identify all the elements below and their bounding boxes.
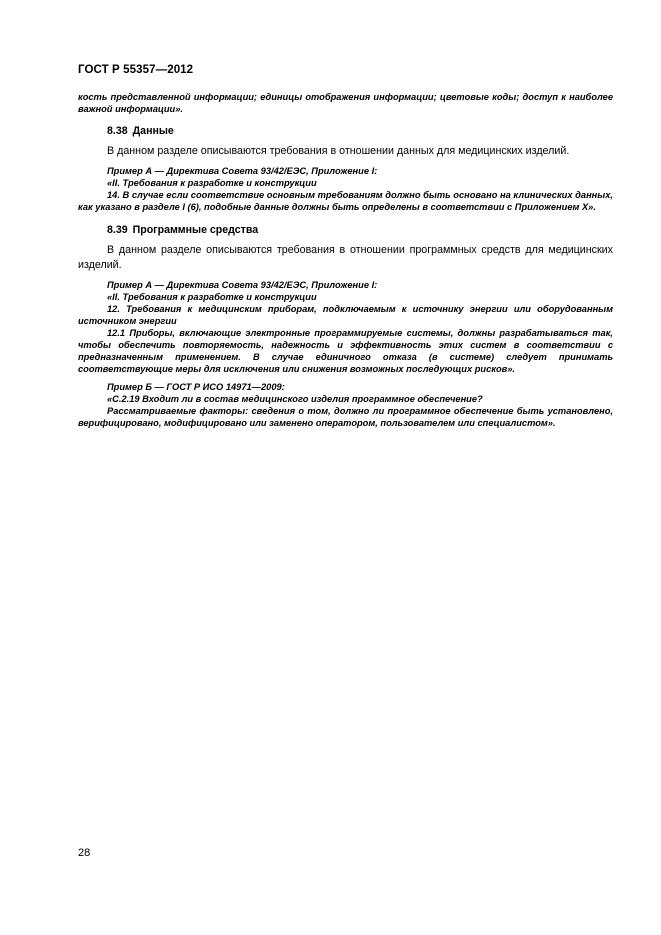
section-839-example-a-item-12: 12. Требования к медицинским приборам, подключаемым к источнику энергии или оборудованным источником энергии <box>78 304 613 326</box>
page-number: 28 <box>78 847 91 859</box>
section-839-example-a-title: Пример А — Директива Совета 93/42/ЕЭС, Приложение I: <box>107 280 378 290</box>
section-839-example-b-title: Пример Б — ГОСТ Р ИСО 14971—2009: <box>107 382 285 392</box>
section-839-title: Программные средства <box>132 224 259 236</box>
section-838-example-item: 14. В случае если соответствие основным требованиям должно быть основано на клинических данных, как указано в разделе I (6), подобные данные должны быть определены в соответствии с Приложением Х». <box>78 190 613 212</box>
section-839-heading <box>78 223 613 237</box>
document-code-header: ГОСТ Р 55357—2012 <box>78 64 194 76</box>
section-838-title: Данные <box>132 125 174 137</box>
section-838-example-heading: «II. Требования к разработке и конструкции <box>107 178 317 188</box>
section-839-example-b-question: «С.2.19 Входит ли в состав медицинского изделия программное обеспечение? <box>107 394 483 404</box>
page-content <box>78 91 613 429</box>
continuation-text: кость представленной информации; единицы отображения информации; цветовые коды; доступ к наиболее важной информации». <box>78 92 613 114</box>
section-838-body: В данном разделе описываются требования в отношении данных для медицинских изделий. <box>107 145 570 157</box>
section-839-number: 8.39 <box>107 224 128 236</box>
section-838-example-title: Пример А — Директива Совета 93/42/ЕЭС, Приложение I: <box>107 166 378 176</box>
section-839-body: В данном разделе описываются требования в отношении программных средств для медицинских изделий. <box>78 244 613 271</box>
section-839-example-a-item-12-1: 12.1 Приборы, включающие электронные программируемые системы, должны разрабатываться так, чтобы обеспечить повторяемость, надежность и эффективность этих систем в соответствии с предназначенным применением. В случае единичного отказа (в системе) следует принимать соответствующие меры для исключения или снижения возможных последующих рисков». <box>78 328 613 374</box>
section-838-number: 8.38 <box>107 125 128 137</box>
section-838-heading <box>78 124 613 138</box>
section-839-example-b-factors: Рассматриваемые факторы: сведения о том, должно ли программное обеспечение быть установлено, верифицировано, модифицировано или заменено оператором, пользователем или специалистом». <box>78 406 613 428</box>
section-839-example-a-heading: «II. Требования к разработке и конструкции <box>107 292 317 302</box>
